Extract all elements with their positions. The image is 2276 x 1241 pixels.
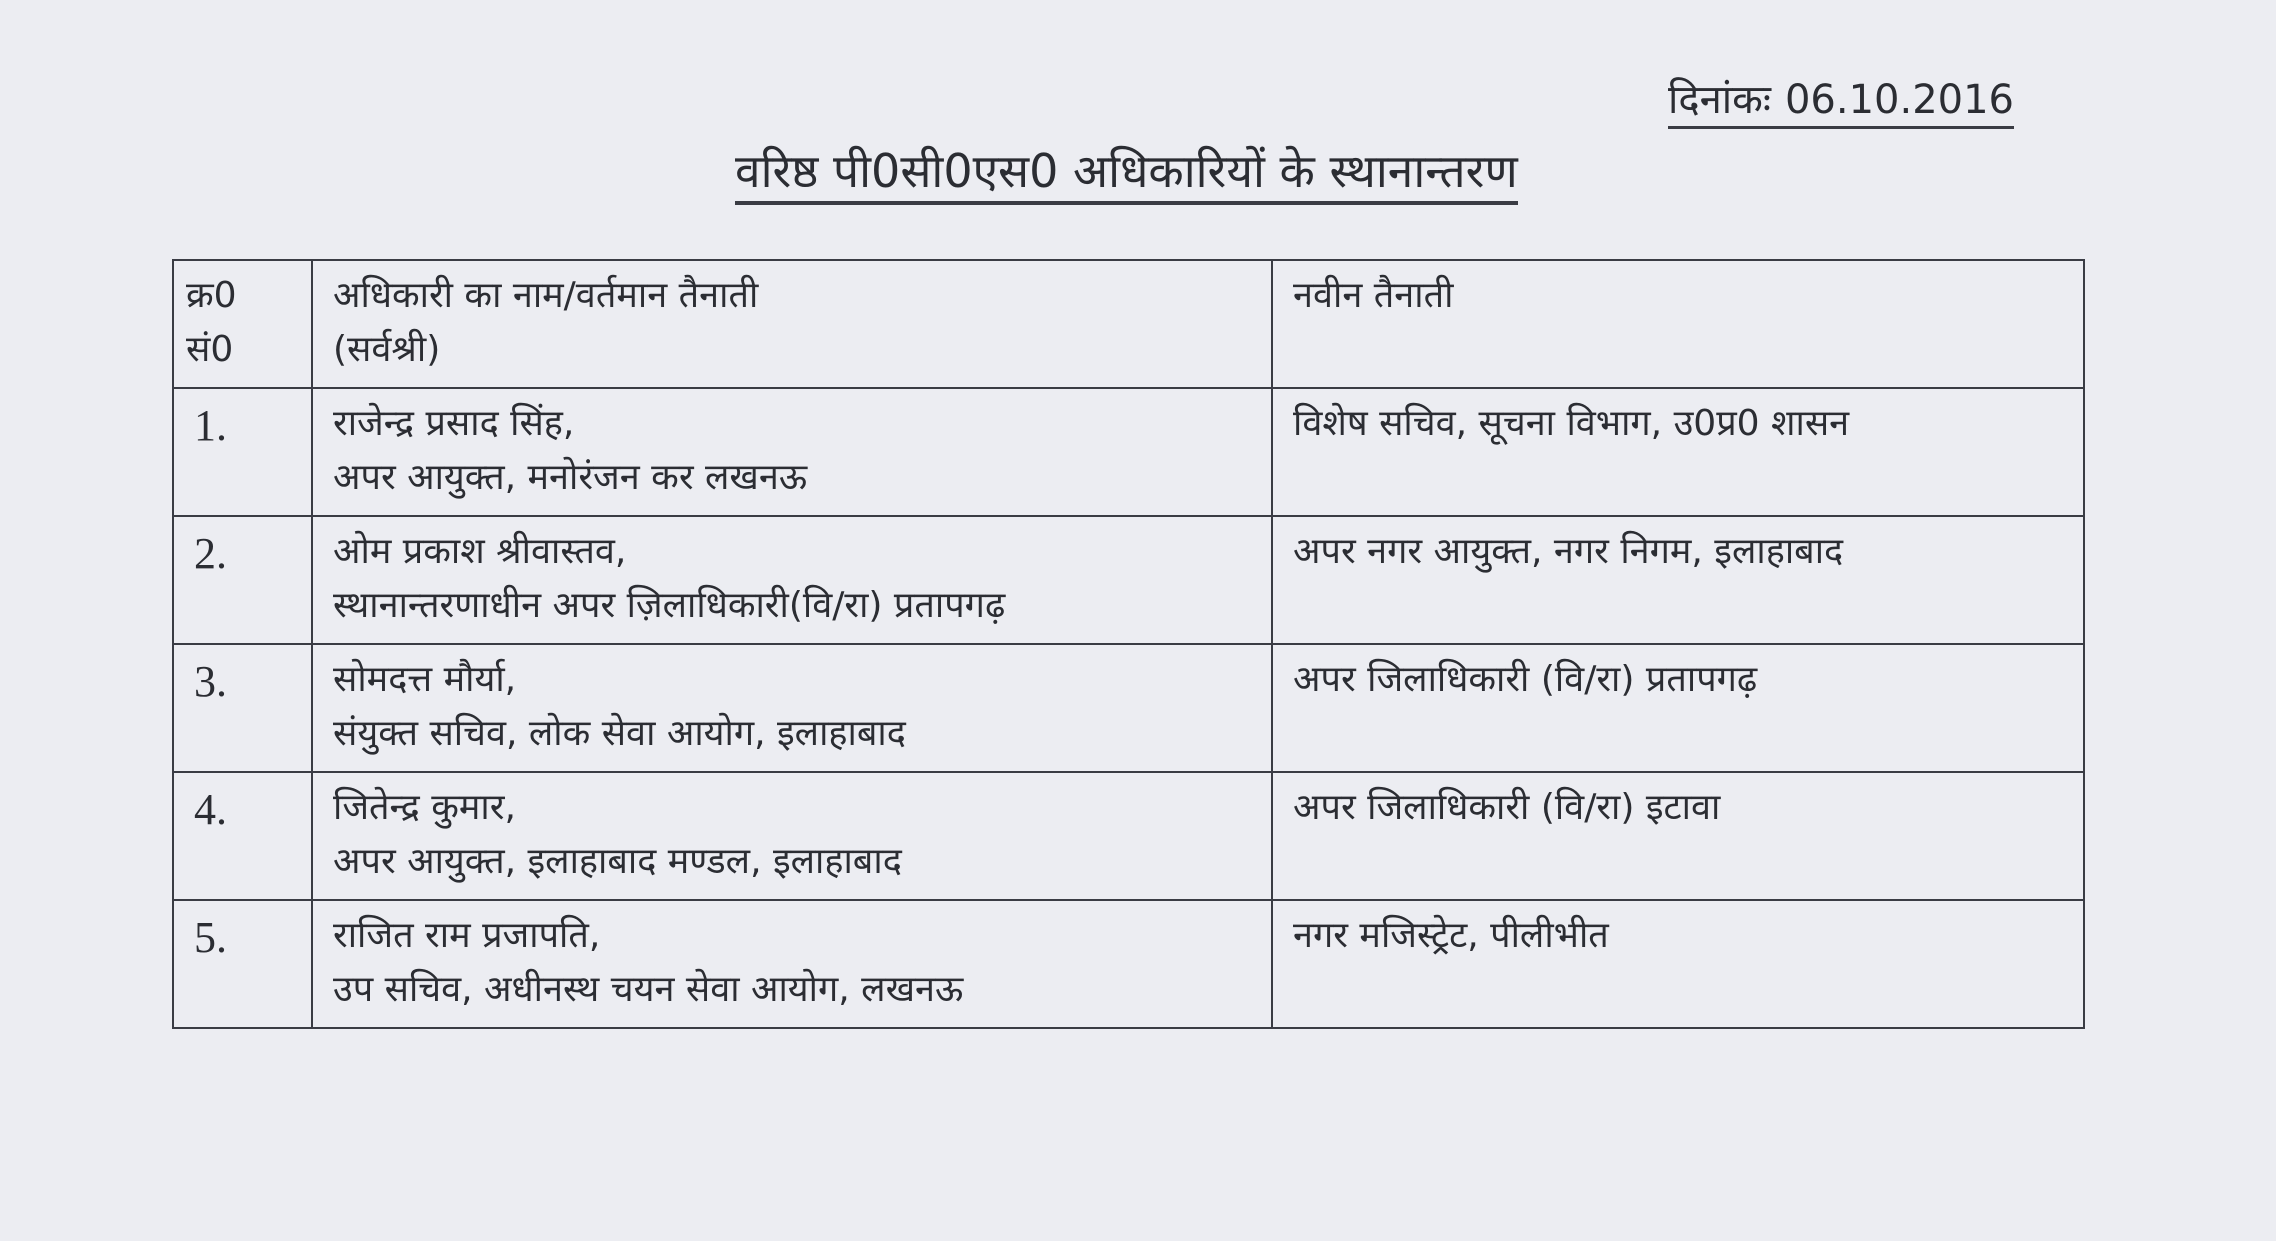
date-line — [1668, 76, 2014, 129]
officer-cell — [312, 772, 1272, 900]
officer-name: राजित राम प्रजापति, — [333, 915, 601, 956]
officer-name: ओम प्रकाश श्रीवास्तव, — [333, 531, 627, 572]
serial-number: 4. — [173, 772, 312, 900]
table-row — [173, 900, 2084, 1028]
serial-number: 5. — [173, 900, 312, 1028]
current-posting: स्थानान्तरणाधीन अपर ज़िलाधिकारी(वि/रा) प्रतापगढ़ — [333, 585, 1006, 626]
officer-name: राजेन्द्र प्रसाद सिंह, — [333, 403, 575, 444]
officer-cell — [312, 644, 1272, 772]
serial-number-header — [173, 260, 312, 388]
serial-header-line2: सं0 — [186, 329, 234, 370]
officer-cell — [312, 900, 1272, 1028]
table-header-row — [173, 260, 2084, 388]
new-posting: अपर जिलाधिकारी (वि/रा) प्रतापगढ़ — [1272, 644, 2084, 772]
table-row — [173, 772, 2084, 900]
serial-number: 3. — [173, 644, 312, 772]
document-title: वरिष्ठ पी0सी0एस0 अधिकारियों के स्थानान्तरण — [735, 143, 1518, 205]
date-label: दिनांकः — [1668, 77, 1771, 123]
table-row — [173, 388, 2084, 516]
name-header-line2: (सर्वश्री) — [333, 329, 441, 370]
officer-cell — [312, 516, 1272, 644]
current-posting: उप सचिव, अधीनस्थ चयन सेवा आयोग, लखनऊ — [333, 969, 964, 1010]
current-posting: अपर आयुक्त, इलाहाबाद मण्डल, इलाहाबाद — [333, 841, 902, 882]
table-row — [173, 644, 2084, 772]
date-value: 06.10.2016 — [1784, 77, 2014, 123]
serial-number: 1. — [173, 388, 312, 516]
new-posting: विशेष सचिव, सूचना विभाग, उ0प्र0 शासन — [1272, 388, 2084, 516]
officer-cell — [312, 388, 1272, 516]
transfer-table — [172, 259, 2085, 1029]
serial-header-line1: क्र0 — [186, 275, 237, 316]
serial-number: 2. — [173, 516, 312, 644]
current-posting: अपर आयुक्त, मनोरंजन कर लखनऊ — [333, 457, 808, 498]
new-posting: अपर जिलाधिकारी (वि/रा) इटावा — [1272, 772, 2084, 900]
officer-name-header — [312, 260, 1272, 388]
officer-name: सोमदत्त मौर्या, — [333, 659, 517, 700]
new-posting: अपर नगर आयुक्त, नगर निगम, इलाहाबाद — [1272, 516, 2084, 644]
new-posting: नगर मजिस्ट्रेट, पीलीभीत — [1272, 900, 2084, 1028]
new-posting-header: नवीन तैनाती — [1272, 260, 2084, 388]
table-row — [173, 516, 2084, 644]
name-header-line1: अधिकारी का नाम/वर्तमान तैनाती — [333, 275, 759, 316]
current-posting: संयुक्त सचिव, लोक सेवा आयोग, इलाहाबाद — [333, 713, 906, 754]
officer-name: जितेन्द्र कुमार, — [333, 787, 516, 828]
